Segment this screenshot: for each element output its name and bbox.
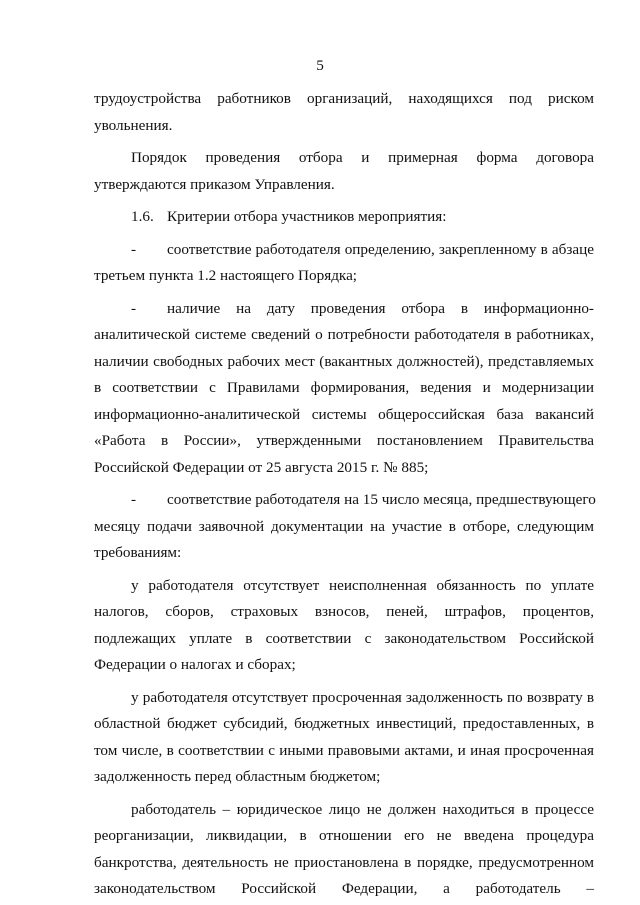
text-line: трудоустройства работников организаций, находящихся под риском xyxy=(94,90,594,107)
section-number: 1.6. xyxy=(131,208,154,225)
text-line: «Работа в России», утвержденными постановлением Правительства xyxy=(94,432,594,449)
body-text xyxy=(94,86,594,903)
list-item-text: наличие на дату проведения отбора в информационно- xyxy=(167,299,594,317)
text-line: налогов, сборов, страховых взносов, пеней, штрафов, процентов, xyxy=(94,603,594,620)
list-dash: - xyxy=(131,299,137,317)
list-dash: - xyxy=(131,491,137,508)
text-line: Федерации о налогах и сборах; xyxy=(94,656,296,673)
list-item-text: соответствие работодателя на 15 число месяца, предшествующего xyxy=(167,491,596,508)
text-line: Российской Федерации от 25 августа 2015 г. № 885; xyxy=(94,458,429,476)
text-line: наличии свободных рабочих мест (вакантных должностей), представляемых xyxy=(94,352,594,370)
text-line: законодательством Российской Федерации, а работодатель – xyxy=(94,880,594,897)
list-dash: - xyxy=(131,240,137,258)
section-heading xyxy=(94,204,594,231)
list-item xyxy=(94,237,594,264)
text-line: в соответствии с Правилами формирования, ведения и модернизации xyxy=(94,379,594,396)
paragraph-first-line: Порядок проведения отбора и примерная форма договора xyxy=(131,149,594,166)
text-line: требованиям: xyxy=(94,544,182,561)
list-item xyxy=(94,296,594,323)
text-line: задолженность перед областным бюджетом; xyxy=(94,768,381,785)
list-item-text: соответствие работодателя определению, закрепленному в абзаце xyxy=(167,240,594,258)
paragraph-first-line: у работодателя отсутствует просроченная задолженность по возврату в xyxy=(131,688,594,706)
text-line: подлежащих уплате в соответствии с законодательством Российской xyxy=(94,629,594,647)
text-line: информационно-аналитической системы общероссийская база вакансий xyxy=(94,405,594,423)
text-line: реорганизации, ликвидации, в отношении его не введена процедура xyxy=(94,827,594,844)
text-line: областной бюджет субсидий, бюджетных инвестиций, предоставленных, в xyxy=(94,715,594,732)
text-line: том числе, в соответствии с иными правовыми актами, и иная просроченная xyxy=(94,741,594,759)
page-number: 5 xyxy=(316,57,324,74)
text-line: месяцу подачи заявочной документации на участие в отборе, следующим xyxy=(94,517,594,535)
text-line: третьем пункта 1.2 настоящего Порядка; xyxy=(94,267,358,284)
text-line: утверждаются приказом Управления. xyxy=(94,175,335,193)
paragraph-first-line: работодатель – юридическое лицо не должен находиться в процессе xyxy=(131,800,594,818)
text-line: банкротства, деятельность не приостановлена в порядке, предусмотренном xyxy=(94,853,594,871)
section-title: Критерии отбора участников мероприятия: xyxy=(167,208,447,225)
paragraph-first-line: у работодателя отсутствует неисполненная обязанность по уплате xyxy=(131,576,594,594)
list-item xyxy=(94,487,594,514)
text-line: увольнения. xyxy=(94,116,173,134)
text-line: аналитической системе сведений о потребности работодателя в работниках, xyxy=(94,326,594,343)
